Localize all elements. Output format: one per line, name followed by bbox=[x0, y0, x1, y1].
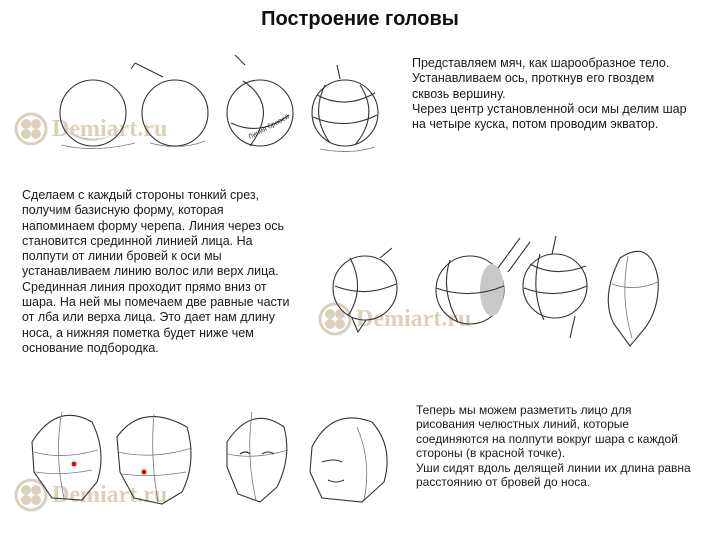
watermark-text: Demiart.ru bbox=[52, 115, 168, 142]
text-block-skull bbox=[22, 188, 297, 356]
paragraph: Через центр установленной оси мы делим шар на четыре куска, потом проводим экватор. bbox=[412, 101, 687, 132]
skull-base-form bbox=[523, 236, 587, 338]
paragraph: Уши сидят вдоль делящей линии их длина равна расстоянию от бровей до носа. bbox=[416, 460, 691, 490]
sphere-construction-sketch bbox=[55, 55, 400, 155]
paragraph: Представляем мяч, как шарообразное тело. Устанавливаем ось, проткнув его гвоздем сквозь вершину. bbox=[412, 56, 670, 101]
sphere-sliced bbox=[333, 248, 397, 332]
sketch-label: Линия бровей bbox=[247, 113, 291, 142]
paragraph: Теперь мы можем разметить лицо для рисования челюстных линий, которые соединяются на полпути вокруг шара с каждой стороны (в красной точке). bbox=[416, 403, 678, 461]
sphere-side-cut bbox=[436, 238, 530, 324]
sphere-with-nail bbox=[131, 63, 208, 147]
red-marker bbox=[142, 470, 147, 475]
face-construction-sketch bbox=[22, 402, 402, 507]
red-marker bbox=[72, 462, 77, 467]
head-front-grid bbox=[32, 412, 101, 500]
watermark-logo-icon bbox=[14, 112, 48, 146]
text-block-sphere bbox=[412, 56, 687, 132]
paragraph: Сделаем с каждый стороны тонкий срез, получим базисную форму, которая напоминаем форму черепа. Линия через ось становится срединной линией лица. На полпути от линии бровей к оси мы устанавливаем линию волос или верх лица. Срединная линия проходит прямо вниз от шара. На ней мы помечаем две равные части от лба или верха лица. Это дает нам длину носа, а нижняя пометка будет ниже чем основание подбородка. bbox=[22, 188, 290, 355]
skull-construction-sketch bbox=[330, 228, 660, 358]
sphere-plain bbox=[60, 80, 135, 149]
sphere-quartered bbox=[312, 65, 378, 152]
page-title: Построение головы bbox=[261, 8, 459, 30]
head-three-quarter-grid bbox=[117, 414, 192, 504]
watermark-text: Demiart.ru bbox=[52, 481, 168, 508]
head-profile-sketch bbox=[310, 418, 387, 502]
watermark-text: Demiart.ru bbox=[356, 305, 472, 332]
skull-profile bbox=[608, 251, 658, 346]
text-block-face bbox=[416, 403, 691, 489]
sphere-with-axis bbox=[227, 55, 293, 146]
head-front-features bbox=[227, 412, 288, 502]
